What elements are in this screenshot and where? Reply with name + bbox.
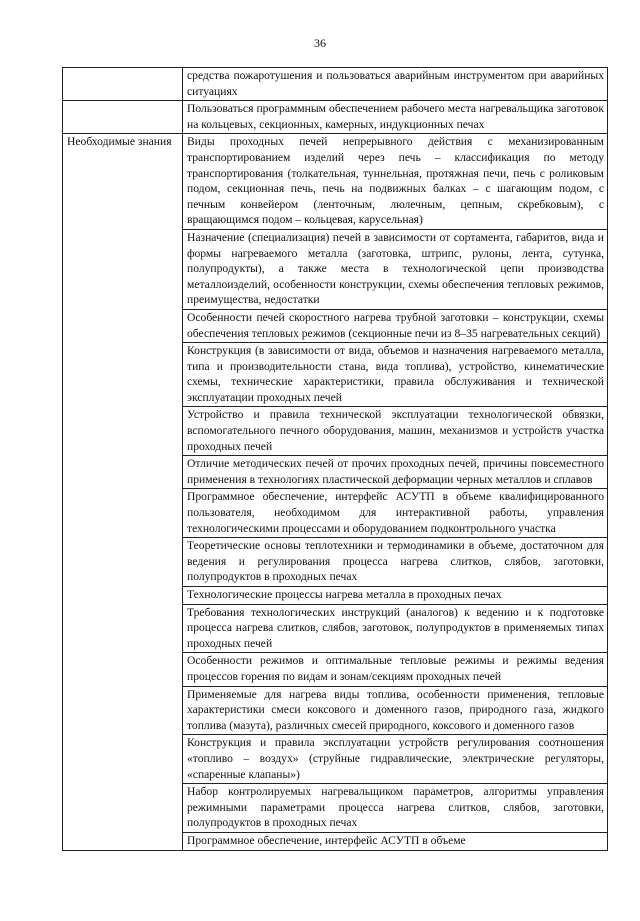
table-cell: средства пожаротушения и пользоваться аварийным инструментом при аварийных ситуациях <box>183 68 608 101</box>
table-cell: Теоретические основы теплотехники и термодинамики в объеме, достаточном для ведения и регулирования процесса нагрева слитков, слябов, заготовки, полупродуктов в проходных печах <box>183 538 608 587</box>
table-cell: Набор контролируемых нагревальщиком параметров, алгоритмы управления режимными параметрами процесса нагрева слитков, слябов, заготовки, полупродуктов в проходных печах <box>183 784 608 833</box>
table-cell: Особенности режимов и оптимальные тепловые режимы и режимы ведения процессов горения по видам и зонам/секциям проходных печей <box>183 653 608 686</box>
label-cell-empty <box>63 101 183 134</box>
table-row <box>63 101 608 134</box>
table-cell: Применяемые для нагрева виды топлива, особенности применения, тепловые характеристики смеси коксового и доменного газов, природного газа, жидкого топлива (мазута), различных смесей природного, коксового и доменного газов <box>183 686 608 735</box>
table-cell: Программное обеспечение, интерфейс АСУТП в объеме <box>183 832 608 850</box>
table-cell: Требования технологических инструкций (аналогов) к ведению и к подготовке процесса нагрева слитков, слябов, заготовок, полупродуктов в применяемых типах проходных печей <box>183 604 608 653</box>
knowledge-requirements-table <box>62 67 608 851</box>
page-number: 36 <box>314 36 326 50</box>
table-cell: Технологические процессы нагрева металла в проходных печах <box>183 587 608 605</box>
table-cell: Особенности печей скоростного нагрева трубной заготовки – конструкции, схемы обеспечения тепловых режимов (секционные печи из 8–35 нагревательных секций) <box>183 309 608 342</box>
table-cell: Назначение (специализация) печей в зависимости от сортамента, габаритов, вида и формы нагреваемого металла (заготовка, штрипс, рулоны, лента, сутунка, полупродукты), а также места в технологической цепи производства металлоизделий, особенности конструкции, схемы обеспечения тепловых режимов, преимущества, недостатки <box>183 229 608 309</box>
table-cell: Конструкция и правила эксплуатации устройств регулирования соотношения «топливо – воздух» (струйные гидравлические, электрические регуляторы, «спаренные клапаны») <box>183 735 608 784</box>
table-cell: Программное обеспечение, интерфейс АСУТП в объеме квалифицированного пользователя, необходимом для интерактивной работы, управления технологическими процессами и оборудованием подконтрольного участка <box>183 489 608 538</box>
table-cell: Отличие методических печей от прочих проходных печей, причины повсеместного применения в технологиях пластической деформации черных металлов и сплавов <box>183 456 608 489</box>
section-label: Необходимые знания <box>63 134 183 851</box>
table-cell: Конструкция (в зависимости от вида, объемов и назначения нагреваемого металла, типа и производительности стана, вида топлива), устройство, кинематические схемы, технические характеристики, правила обслуживания и технической эксплуатации проходных печей <box>183 343 608 407</box>
table-cell: Пользоваться программным обеспечением рабочего места нагревальщика заготовок на кольцевых, секционных, камерных, индукционных печах <box>183 101 608 134</box>
table-cell: Устройство и правила технической эксплуатации технологической обвязки, вспомогательного печного оборудования, машин, механизмов и устройств участка проходных печей <box>183 407 608 456</box>
table-cell: Виды проходных печей непрерывного действия с механизированным транспортированием изделий через печь – классификация по методу транспортирования (толкательная, туннельная, протяжная печи, печь с роликовым подом, секционная печь, печь на подвижных балках – с шагающим подом, с печным конвейером (ленточным, люлечным, цепным, скребковым), с вращающимся подом – кольцевая, карусельная) <box>183 134 608 230</box>
label-cell-empty <box>63 68 183 101</box>
table-row <box>63 134 608 230</box>
table-row <box>63 68 608 101</box>
